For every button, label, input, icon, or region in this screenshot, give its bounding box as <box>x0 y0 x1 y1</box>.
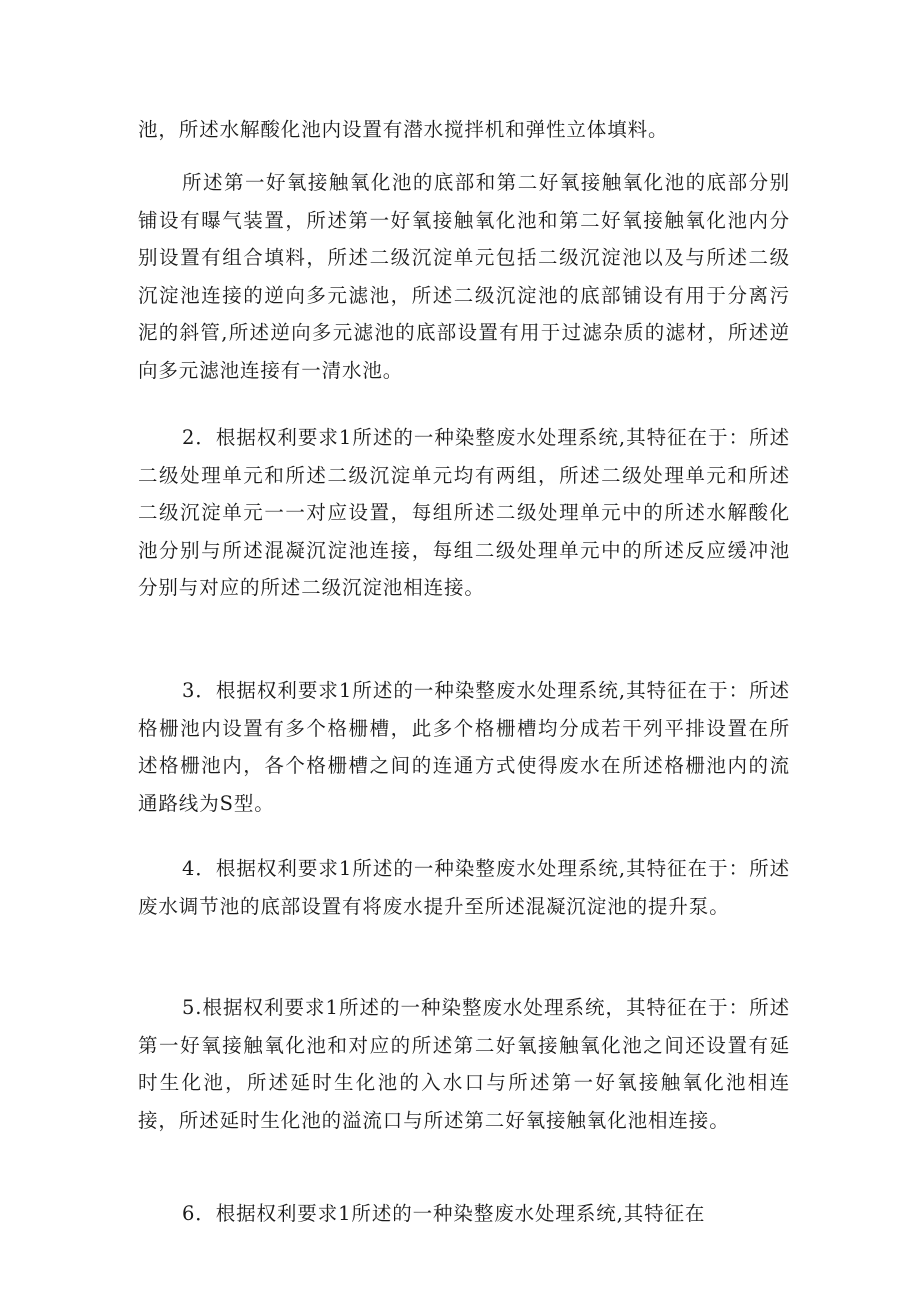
paragraph-claim-2: 2．根据权利要求1所述的一种染整废水处理系统,其特征在于：所述二级处理单元和所述二级沉淀单元均有两组，所述二级处理单元和所述二级沉淀单元一一对应设置，每组所述二级处理单元中的所述水解酸化池分别与所述混凝沉淀池连接，每组二级处理单元中的所述反应缓冲池分别与对应的所述二级沉淀池相连接。 <box>138 426 790 599</box>
paragraph-claim-4: 4．根据权利要求1所述的一种染整废水处理系统,其特征在于：所述废水调节池的底部设置有将废水提升至所述混凝沉淀池的提升泵。 <box>138 857 790 918</box>
paragraph-continuation: 池，所述水解酸化池内设置有潜水搅拌机和弹性立体填料。 <box>138 118 669 141</box>
paragraph-claim-1-detail: 所述第一好氧接触氧化池的底部和第二好氧接触氧化池的底部分别铺设有曝气装置，所述第一好氧接触氧化池和第二好氧接触氧化池内分别设置有组合填料，所述二级沉淀单元包括二级沉淀池以及与所述二级沉淀池连接的逆向多元滤池，所述二级沉淀池的底部铺设有用于分离污泥的斜管,所述逆向多元滤池的底部设置有用于过滤杂质的滤材，所述逆向多元滤池连接有一清水池。 <box>138 171 790 382</box>
paragraph-claim-5: 5.根据权利要求1所述的一种染整废水处理系统，其特征在于：所述第一好氧接触氧化池和对应的所述第二好氧接触氧化池之间还设置有延时生化池，所述延时生化池的入水口与所述第一好氧接触氧化池相连接，所述延时生化池的溢流口与所述第二好氧接触氧化池相连接。 <box>138 996 790 1132</box>
paragraph-claim-6: 6．根据权利要求1所述的一种染整废水处理系统,其特征在 <box>182 1202 706 1225</box>
paragraph-claim-3: 3．根据权利要求1所述的一种染整废水处理系统,其特征在于：所述格栅池内设置有多个格栅槽，此多个格栅槽均分成若干列平排设置在所述格栅池内，各个格栅槽之间的连通方式使得废水在所述格栅池内的流通路线为S型。 <box>138 679 790 815</box>
